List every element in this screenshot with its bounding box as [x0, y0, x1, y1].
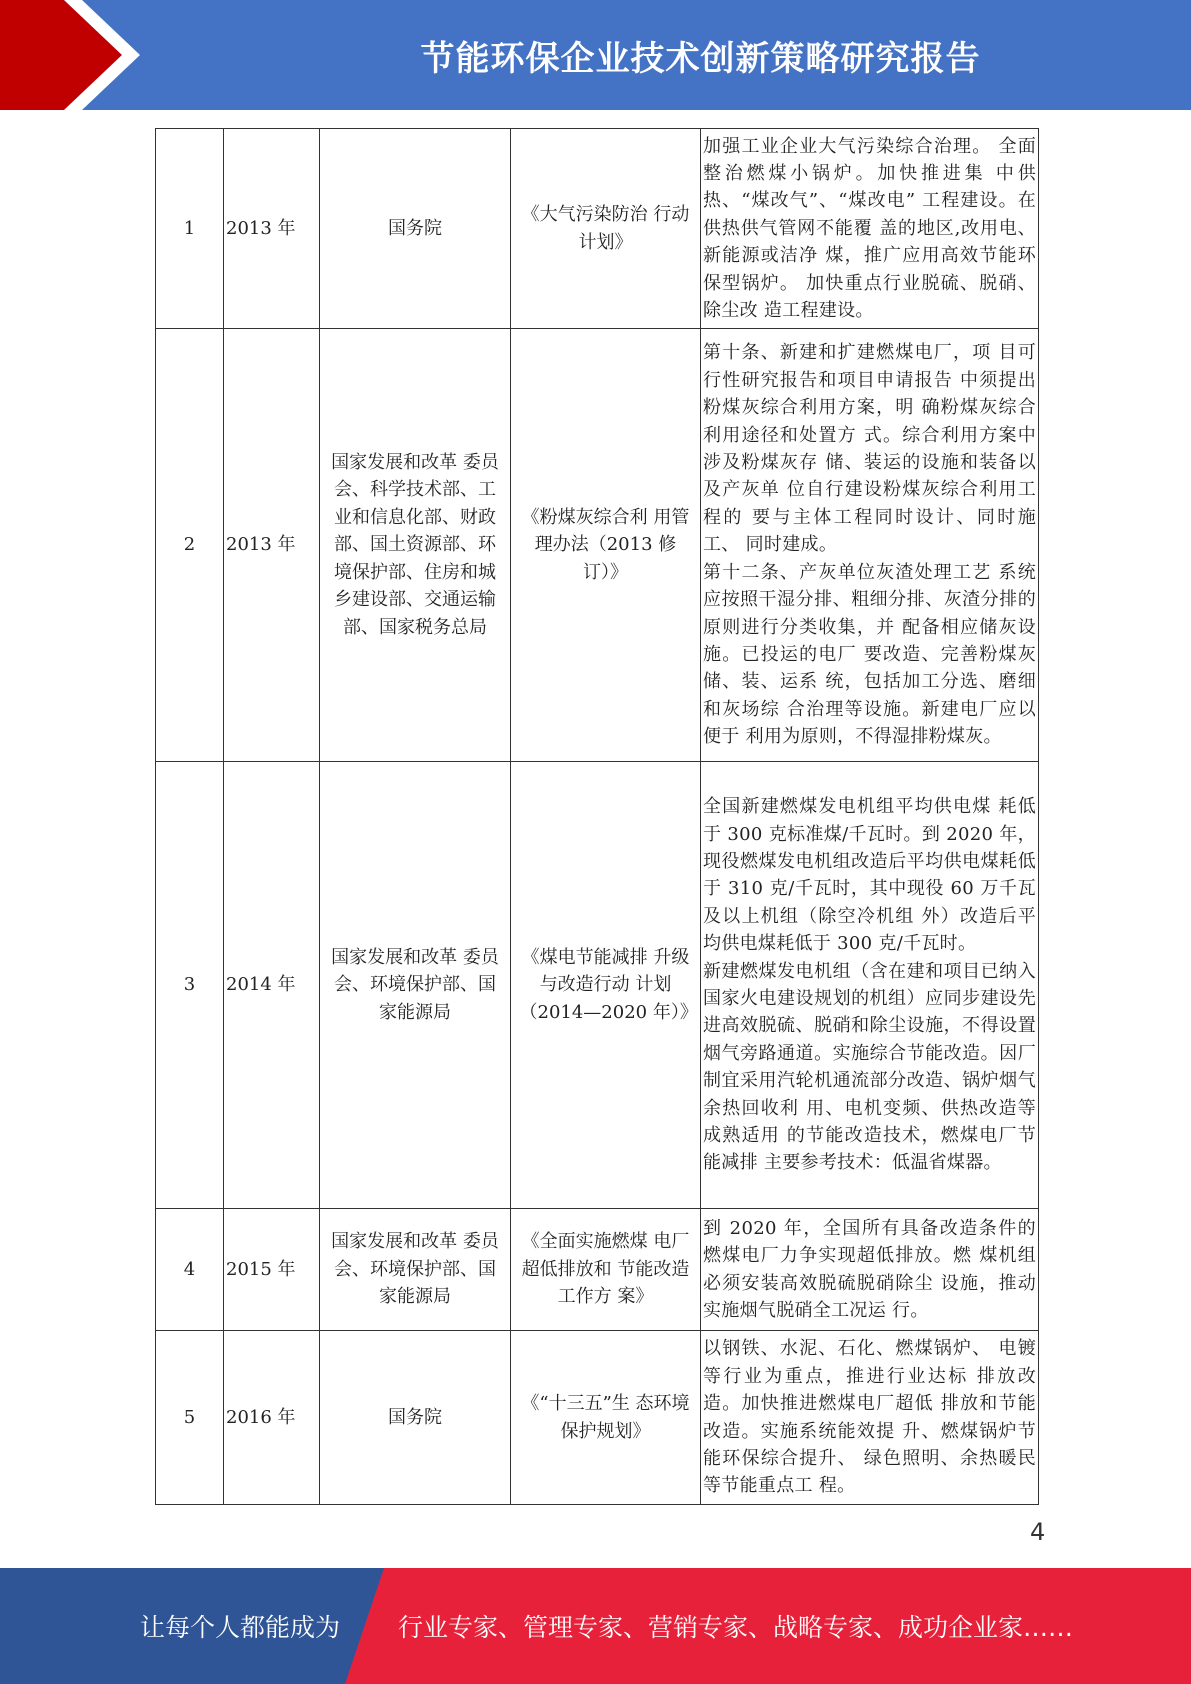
- cell-no: 1: [156, 129, 224, 329]
- cell-content: [701, 1331, 1039, 1505]
- cell-issuer: [320, 329, 511, 762]
- cell-year: 2016 年: [224, 1331, 320, 1505]
- cell-document: [511, 129, 701, 329]
- cell-document: [511, 762, 701, 1209]
- content-text: 第十条、新建和扩建燃煤电厂，项 目可行性研究报告和项目申请报告 中须提出粉煤灰综合利用方案，明 确粉煤灰综合利用途径和处置方 式。综合利用方案中涉及粉煤灰存 储、装运的设施和装备以及产灰单 位自行建设粉煤灰综合利用工程的 要与主体工程同时设计、同时施工、 同时建成。 第十二条、产灰单位灰渣处理工艺 系统应按照干湿分排、粗细分排、灰渣分排的原则进行分类收集，并 配备相应储灰设施。已投运的电厂 要改造、完善粉煤灰储、装、运系 统，包括加工分选、磨细和灰场综 合治理等设施。新建电厂应以便于 利用为原则，不得湿排粉煤灰。: [703, 342, 1036, 748]
- header-arrow-decoration: [0, 0, 160, 110]
- page-number: 4: [1030, 1518, 1046, 1546]
- issuer-text: 国务院: [388, 1406, 442, 1428]
- footer-banner: [0, 1568, 1191, 1684]
- cell-issuer: [320, 1209, 511, 1331]
- issuer-text: 国务院: [388, 217, 442, 239]
- cell-content: [701, 762, 1039, 1209]
- cell-content: [701, 129, 1039, 329]
- cell-document: [511, 1209, 701, 1331]
- cell-issuer: [320, 762, 511, 1209]
- content-text: 全国新建燃煤发电机组平均供电煤 耗低于 300 克标准煤/千瓦时。到 2020 年，现役燃煤发电机组改造后平均供电煤耗低于 310 克/千瓦时，其中现役 60 万千瓦及以上机组（除空冷机组 外）改造后平均供电煤耗低于 300 克/千瓦时。 新建燃煤发电机组（含在建和项目已纳入国家火电建设规划的机组）应同步建设先进高效脱硫、脱硝和除尘设施，不得设置烟气旁路通道。实施综合节能改造。因厂制宜采用汽轮机通流部分改造、锅炉烟气余热回收利 用、电机变频、供热改造等成熟适用 的节能改造技术，燃煤电厂节能减排 主要参考技术：低温省煤器。: [703, 796, 1036, 1174]
- footer-slogan-roles: 行业专家、管理专家、营销专家、战略专家、成功企业家……: [398, 1613, 1074, 1642]
- document-title: 节能环保企业技术创新策略研究报告: [420, 38, 981, 79]
- table-row: [156, 1209, 1039, 1331]
- content-text: 加强工业企业大气污染综合治理。 全面整治燃煤小锅炉。加快推进集 中供热、“煤改气”、“煤改电” 工程建设。在供热供气管网不能覆 盖的地区,改用电、新能源或洁净 煤，推广应用高效节能环保型锅炉。 加快重点行业脱硫、脱硝、除尘改 造工程建设。: [703, 135, 1036, 322]
- document-text: 《“十三五”生 态环境保护规划》: [521, 1393, 690, 1442]
- cell-content: [701, 1209, 1039, 1331]
- cell-year: 2013 年: [224, 329, 320, 762]
- cell-issuer: [320, 1331, 511, 1505]
- cell-content: [701, 329, 1039, 762]
- cell-no: 5: [156, 1331, 224, 1505]
- document-text: 《粉煤灰综合利 用管理办法（2013 修订）》: [521, 506, 690, 583]
- document-text: 《煤电节能减排 升级与改造行动 计划（2014—2020 年）》: [519, 946, 698, 1023]
- header-banner: [0, 0, 1191, 110]
- document-text: 《全面实施燃煤 电厂超低排放和 节能改造工作方 案》: [521, 1231, 690, 1308]
- cell-no: 2: [156, 329, 224, 762]
- content-text: 到 2020 年，全国所有具备改造条件的燃煤电厂力争实现超低排放。燃 煤机组必须安装高效脱硫脱硝除尘 设施，推动实施烟气脱硝全工况运 行。: [703, 1217, 1036, 1321]
- cell-issuer: [320, 129, 511, 329]
- issuer-text: 国家发展和改革 委员会、科学技术部、工业和信息化部、财政部、国土资源部、环境保护部、住房和城乡建设部、交通运输部、国家税务总局: [331, 452, 499, 638]
- table-row: [156, 129, 1039, 329]
- cell-year: 2014 年: [224, 762, 320, 1209]
- table-row: [156, 1331, 1039, 1505]
- cell-year: 2015 年: [224, 1209, 320, 1331]
- cell-document: [511, 1331, 701, 1505]
- issuer-text: 国家发展和改革 委员会、环境保护部、国家能源局: [331, 1231, 499, 1308]
- cell-document: [511, 329, 701, 762]
- footer-slogan-lead: 让每个人都能成为: [140, 1613, 341, 1642]
- cell-no: 3: [156, 762, 224, 1209]
- cell-no: 4: [156, 1209, 224, 1331]
- content-text: 以钢铁、水泥、石化、燃煤锅炉、 电镀等行业为重点，推进行业达标 排放改造。加快推进燃煤电厂超低 排放和节能改造。实施系统能效提 升、燃煤锅炉节能环保综合提升、 绿色照明、余热暖民等节能重点工 程。: [703, 1338, 1036, 1497]
- table-row: [156, 762, 1039, 1209]
- issuer-text: 国家发展和改革 委员会、环境保护部、国家能源局: [331, 946, 499, 1023]
- table-row: [156, 329, 1039, 762]
- policy-table: [155, 128, 1039, 1505]
- cell-year: 2013 年: [224, 129, 320, 329]
- document-text: 《大气污染防治 行动计划》: [521, 204, 690, 253]
